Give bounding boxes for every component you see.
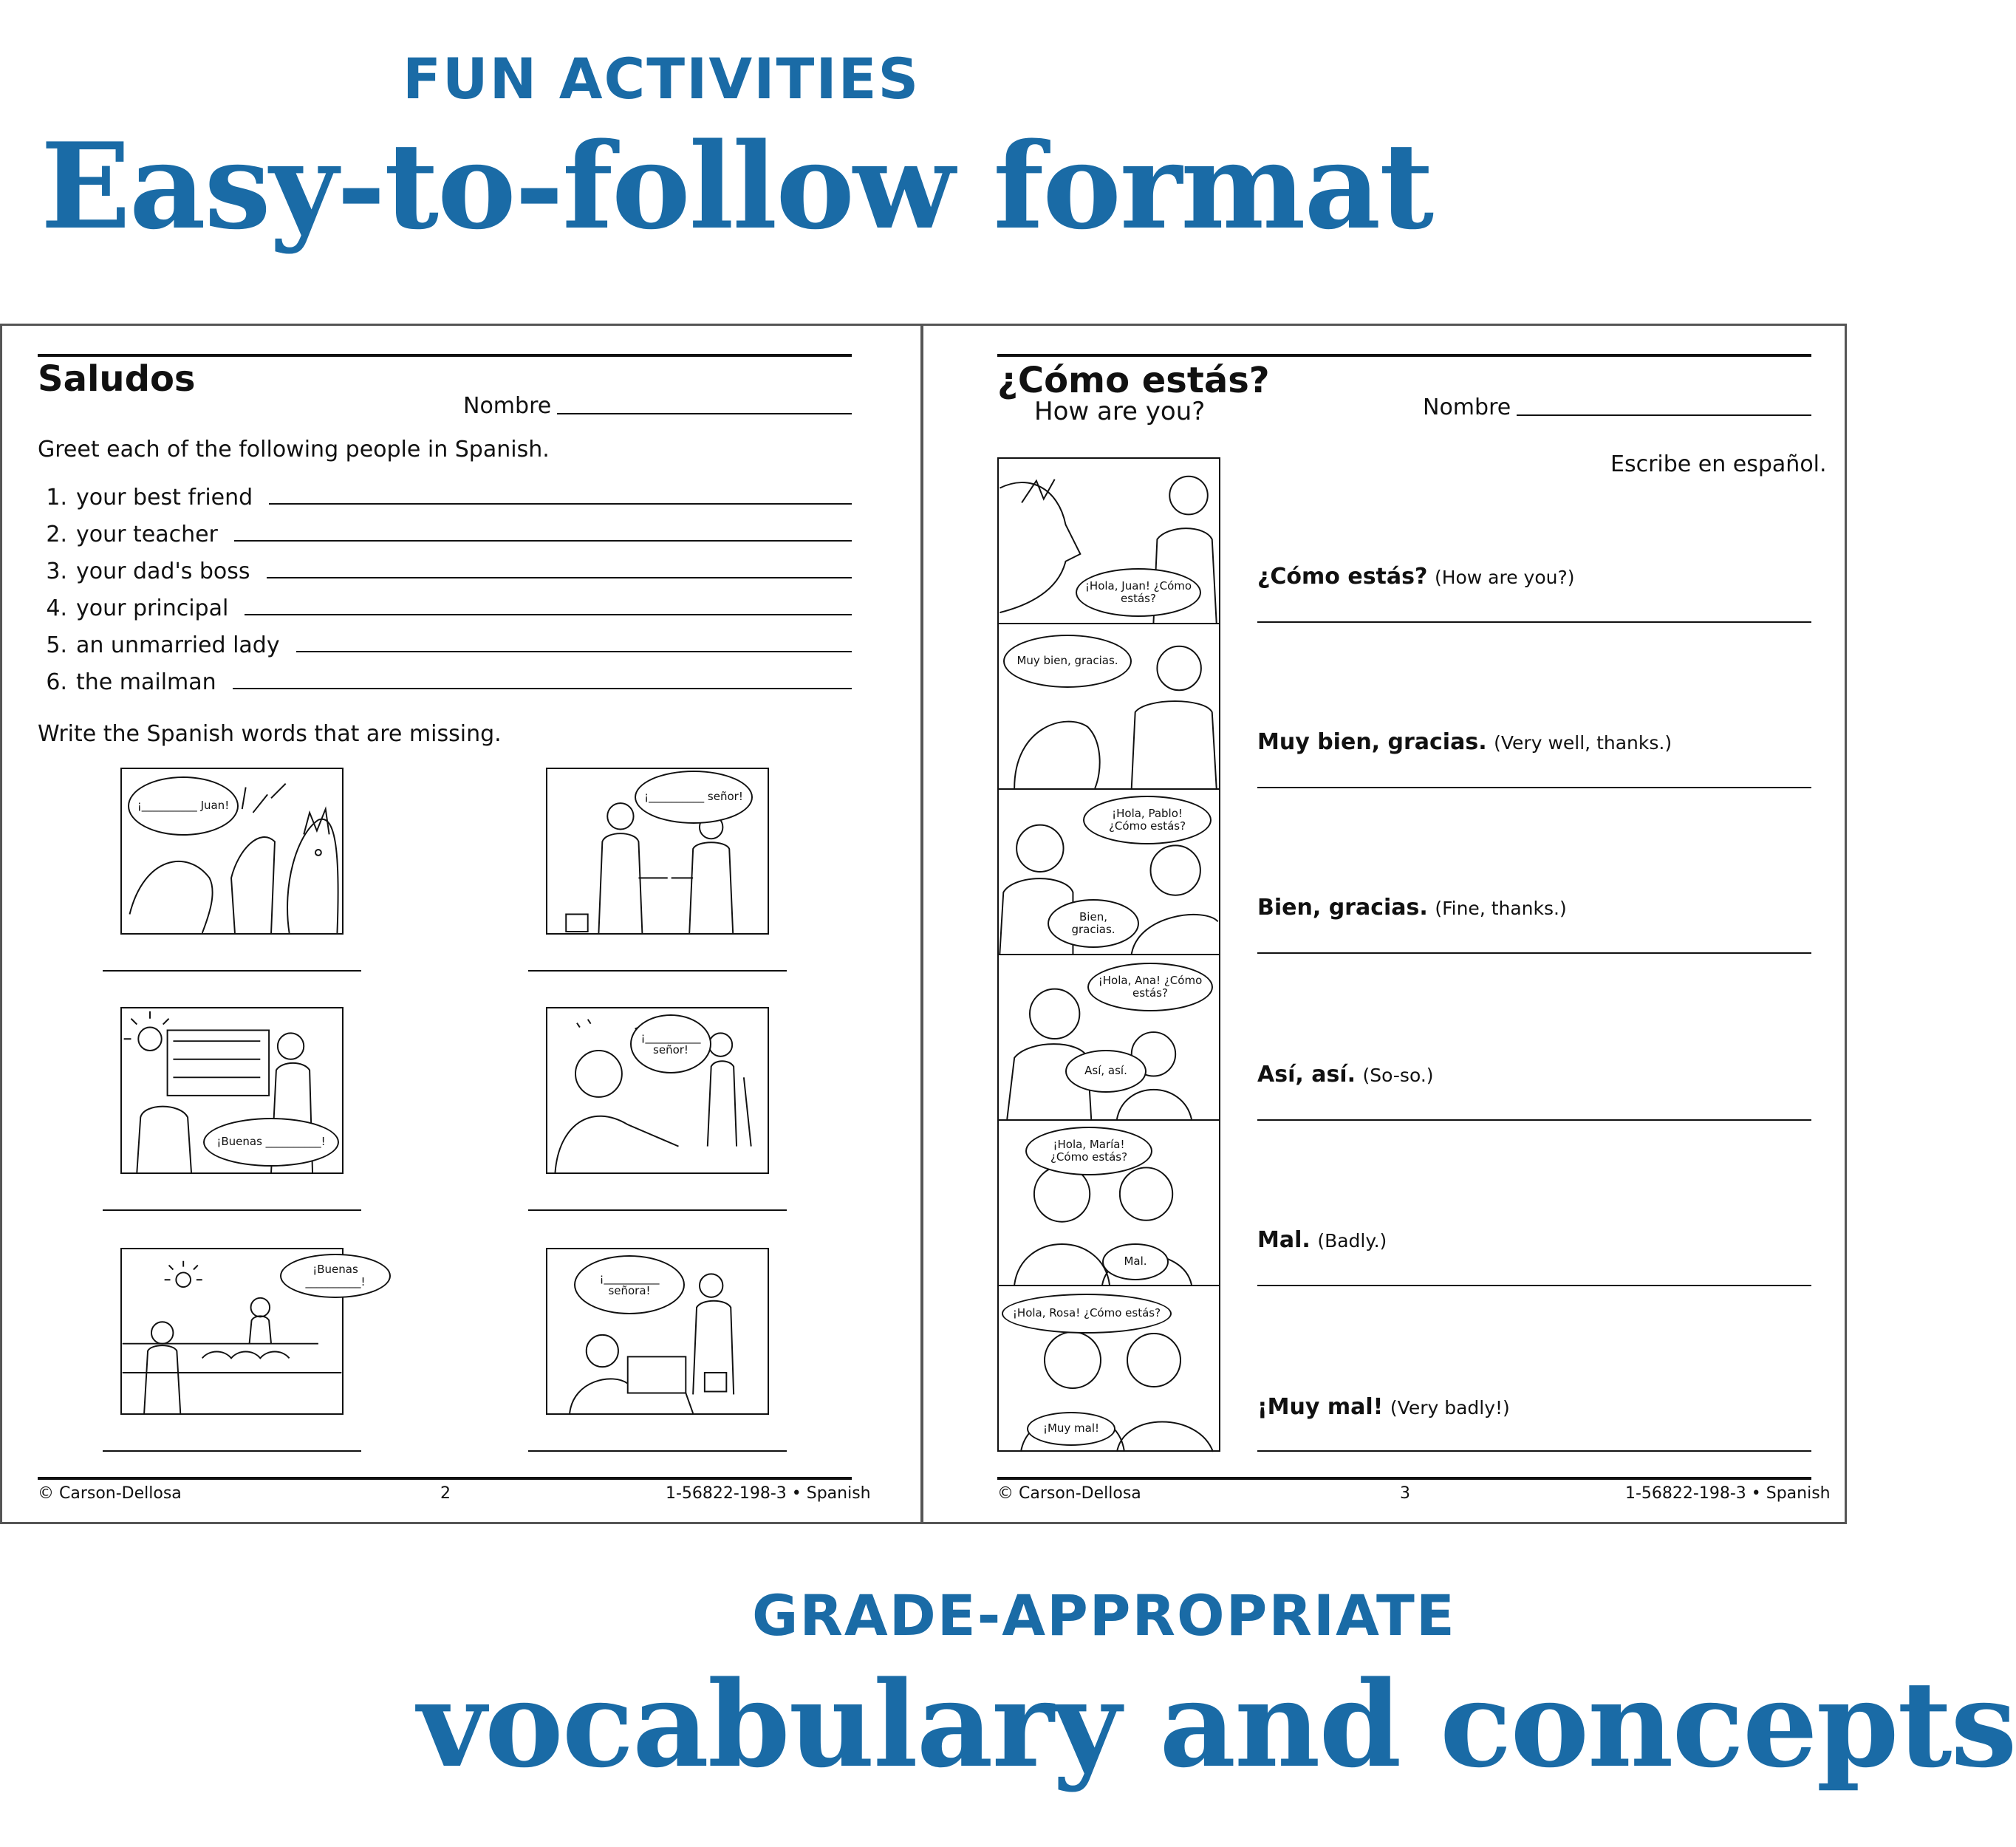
question-number: 1. xyxy=(46,485,67,511)
phrase-translation: (Very well, thanks.) xyxy=(1494,732,1672,754)
comic-strip xyxy=(997,457,1220,1452)
phrase-translation: (So-so.) xyxy=(1362,1065,1434,1086)
answer-line[interactable] xyxy=(1257,1450,1811,1452)
nombre-underline xyxy=(557,413,852,414)
headline-fun-activities: FUN ACTIVITIES xyxy=(403,46,920,112)
comic-cell xyxy=(999,955,1219,1121)
speech-bubble: ¡Hola, Juan! ¿Cómo estás? xyxy=(1076,568,1201,617)
answer-underline xyxy=(267,577,852,578)
answer-line[interactable] xyxy=(1257,1119,1811,1121)
comic-cell xyxy=(999,1286,1219,1452)
phrase-spanish: Así, así. xyxy=(1257,1062,1356,1088)
picture-panel xyxy=(546,768,769,935)
question-number: 3. xyxy=(46,559,67,584)
book-spread xyxy=(0,324,1847,1524)
speech-bubble: ¡__________ señora! xyxy=(574,1255,685,1314)
question-text: the mailman xyxy=(76,669,216,695)
speech-bubble: ¡Hola, María! ¿Cómo estás? xyxy=(1025,1127,1152,1175)
answer-underline xyxy=(233,688,852,689)
question-text: your best friend xyxy=(76,485,253,511)
speech-bubble: Mal. xyxy=(1102,1243,1169,1280)
answer-line[interactable] xyxy=(1257,787,1811,788)
speech-bubble: Bien, gracias. xyxy=(1048,899,1139,948)
answer-underline xyxy=(269,503,852,505)
headline-easy-format: Easy-to-follow format xyxy=(41,117,1433,256)
instruction-missing-words: Write the Spanish words that are missing. xyxy=(38,721,502,747)
footer-page-number: 2 xyxy=(440,1484,451,1503)
top-rule xyxy=(38,354,852,357)
nombre-label: Nombre xyxy=(463,393,552,419)
nombre-field[interactable] xyxy=(463,389,852,419)
nombre-label: Nombre xyxy=(1423,395,1511,420)
footer-isbn: 1-56822-198-3 • Spanish xyxy=(666,1484,871,1503)
question-row[interactable] xyxy=(38,475,852,511)
question-number: 2. xyxy=(46,522,67,547)
headline-vocabulary: vocabulary and concepts xyxy=(417,1655,2016,1794)
question-number: 6. xyxy=(46,669,67,695)
phrase-spanish: ¡Muy mal! xyxy=(1257,1394,1384,1420)
answer-line[interactable] xyxy=(1257,621,1811,623)
worksheet-page-como-estas xyxy=(922,326,1847,1522)
top-rule xyxy=(997,354,1811,357)
speech-bubble: ¡Buenas __________! xyxy=(203,1118,339,1167)
phrase-item xyxy=(1257,729,1672,755)
answer-line[interactable] xyxy=(103,1450,361,1452)
phrase-item xyxy=(1257,564,1575,590)
phrase-item xyxy=(1257,895,1567,921)
phrase-translation: (Fine, thanks.) xyxy=(1435,898,1567,919)
answer-line[interactable] xyxy=(103,970,361,972)
question-number: 5. xyxy=(46,632,67,658)
footer-copyright: © Carson-Dellosa xyxy=(38,1484,182,1503)
question-row[interactable] xyxy=(38,512,852,547)
phrase-translation: (Badly.) xyxy=(1317,1230,1387,1252)
speech-bubble: ¡Hola, Rosa! ¿Cómo estás? xyxy=(1002,1294,1172,1334)
answer-underline xyxy=(296,651,852,652)
answer-underline xyxy=(234,540,852,542)
comic-cell xyxy=(999,790,1219,955)
answer-line[interactable] xyxy=(1257,1285,1811,1286)
answer-line[interactable] xyxy=(528,970,787,972)
comic-cell xyxy=(999,624,1219,790)
footer-rule xyxy=(997,1477,1811,1480)
answer-line[interactable] xyxy=(528,1450,787,1452)
speech-bubble: ¡Hola, Pablo! ¿Cómo estás? xyxy=(1083,796,1212,844)
speech-bubble: ¡Hola, Ana! ¿Cómo estás? xyxy=(1087,963,1213,1011)
speech-bubble: ¡Buenas __________! xyxy=(280,1254,391,1298)
answer-line[interactable] xyxy=(103,1209,361,1211)
phrase-item xyxy=(1257,1227,1387,1253)
question-row[interactable] xyxy=(38,549,852,584)
instruction-escribe: Escribe en español. xyxy=(1610,451,1827,477)
speech-bubble: ¡Muy mal! xyxy=(1027,1412,1115,1446)
footer-rule xyxy=(38,1477,852,1480)
speech-bubble: ¡__________ Juan! xyxy=(128,776,239,836)
nombre-field[interactable] xyxy=(1423,391,1811,420)
phrase-spanish: Muy bien, gracias. xyxy=(1257,729,1487,755)
question-number: 4. xyxy=(46,595,67,621)
speech-bubble: ¡__________ señor! xyxy=(635,771,753,824)
question-row[interactable] xyxy=(38,586,852,621)
question-text: your teacher xyxy=(76,522,218,547)
phrase-item xyxy=(1257,1394,1510,1420)
comic-cell xyxy=(999,1121,1219,1286)
question-text: your dad's boss xyxy=(76,559,250,584)
page-title: ¿Cómo estás? xyxy=(997,360,1270,401)
footer-isbn: 1-56822-198-3 • Spanish xyxy=(1625,1484,1831,1503)
instruction-greet: Greet each of the following people in Spanish. xyxy=(38,437,550,462)
speech-bubble: Muy bien, gracias. xyxy=(1003,635,1132,688)
worksheet-page-saludos xyxy=(0,326,922,1522)
speech-bubble: ¡__________ señor! xyxy=(630,1014,711,1073)
answer-underline xyxy=(245,614,852,615)
picture-panel xyxy=(120,1248,366,1415)
question-text: your principal xyxy=(76,595,229,621)
headline-grade-appropriate: GRADE-APPROPRIATE xyxy=(752,1583,1456,1648)
page-subtitle: How are you? xyxy=(1034,397,1206,426)
question-text: an unmarried lady xyxy=(76,632,280,658)
question-row[interactable] xyxy=(38,660,852,695)
picture-panel xyxy=(120,1007,344,1174)
answer-line[interactable] xyxy=(1257,952,1811,954)
comic-cell xyxy=(999,459,1219,624)
phrase-spanish: Mal. xyxy=(1257,1227,1311,1253)
phrase-spanish: Bien, gracias. xyxy=(1257,895,1428,921)
picture-panel xyxy=(120,768,344,935)
footer-copyright: © Carson-Dellosa xyxy=(997,1484,1141,1503)
page-title: Saludos xyxy=(38,358,196,400)
phrase-spanish: ¿Cómo estás? xyxy=(1257,564,1428,590)
picture-panel xyxy=(546,1248,769,1415)
speech-bubble: Así, así. xyxy=(1065,1050,1147,1093)
footer-page-number: 3 xyxy=(1400,1484,1410,1503)
phrase-item xyxy=(1257,1062,1434,1088)
phrase-translation: (Very badly!) xyxy=(1390,1397,1510,1418)
picture-panel xyxy=(546,1007,769,1174)
answer-line[interactable] xyxy=(528,1209,787,1211)
phrase-translation: (How are you?) xyxy=(1434,567,1575,588)
question-row[interactable] xyxy=(38,623,852,658)
nombre-underline xyxy=(1517,414,1811,416)
